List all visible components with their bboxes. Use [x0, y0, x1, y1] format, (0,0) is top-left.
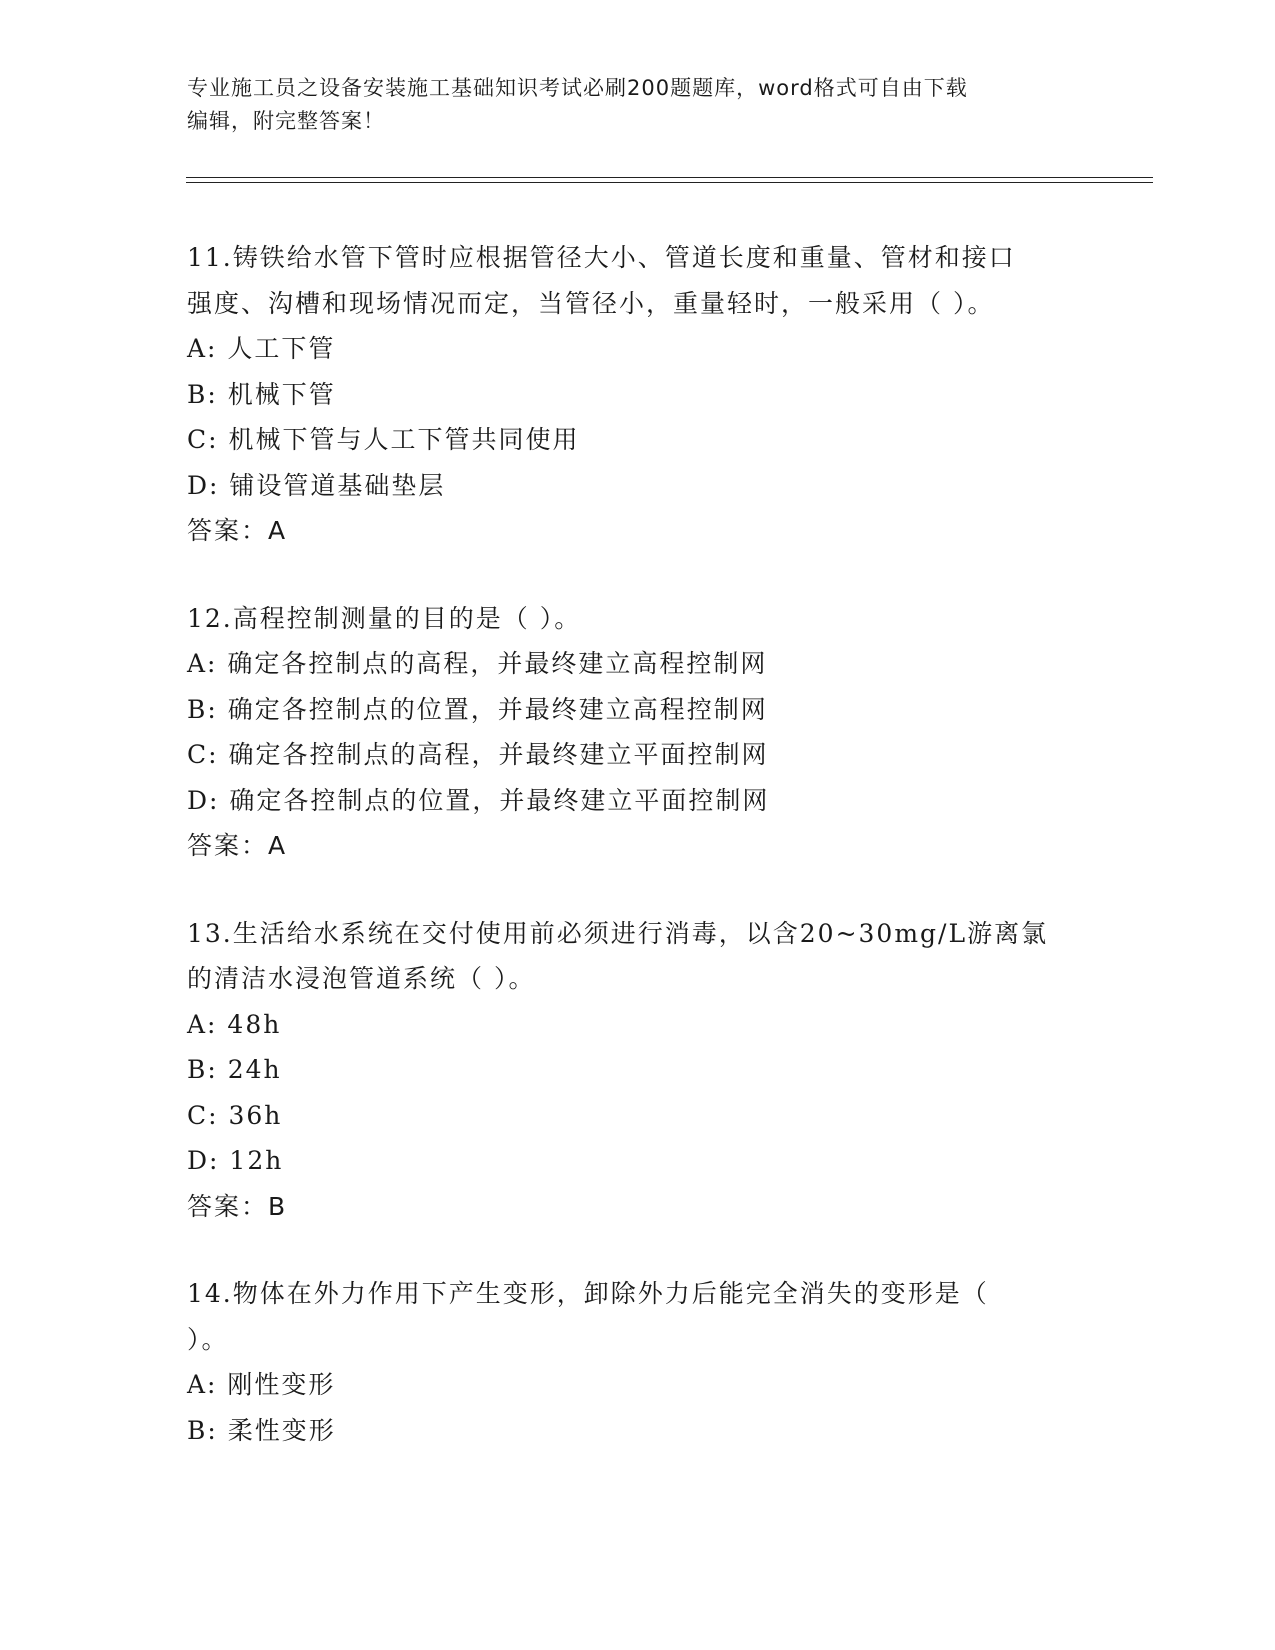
- question-stem-line: 13.生活给水系统在交付使用前必须进行消毒，以含20~30mg/L游离氯: [187, 918, 1049, 948]
- question-stem-line: 的清洁水浸泡管道系统（ ）。: [187, 964, 536, 993]
- question-option: A: 确定各控制点的高程，并最终建立高程控制网: [187, 649, 768, 678]
- question-answer: 答案：A: [187, 516, 288, 545]
- question-answer: 答案：A: [187, 831, 288, 860]
- question-option: B: 确定各控制点的位置，并最终建立高程控制网: [187, 694, 768, 724]
- header-divider-top: [186, 177, 1153, 178]
- question-option: D: 12h: [187, 1146, 284, 1175]
- question-stem-line: ）。: [187, 1324, 229, 1354]
- question-item: [187, 911, 1087, 1230]
- question-option: A: 48h: [187, 1009, 282, 1039]
- header-divider-bottom: [186, 182, 1153, 183]
- question-answer: 答案：B: [187, 1191, 288, 1221]
- question-option: C: 确定各控制点的高程，并最终建立平面控制网: [187, 740, 769, 769]
- question-stem-line: 14.物体在外力作用下产生变形，卸除外力后能完全消失的变形是（: [187, 1279, 989, 1308]
- header-title-line-1: 专业施工员之设备安装施工基础知识考试必刷200题题库，word格式可自由下载: [187, 76, 968, 100]
- question-list: [187, 235, 1087, 1495]
- header-title-line-2: 编辑，附完整答案！: [187, 109, 385, 133]
- question-option: A: 刚性变形: [187, 1370, 336, 1399]
- question-option: D: 铺设管道基础垫层: [187, 470, 446, 500]
- document-header: [187, 72, 1077, 138]
- question-option: C: 36h: [187, 1100, 283, 1130]
- question-item: [187, 235, 1087, 554]
- question-item: [187, 1271, 1087, 1453]
- question-option: B: 柔性变形: [187, 1415, 336, 1445]
- question-option: B: 24h: [187, 1055, 282, 1084]
- question-item: [187, 596, 1087, 869]
- question-option: C: 机械下管与人工下管共同使用: [187, 425, 580, 454]
- question-option: D: 确定各控制点的位置，并最终建立平面控制网: [187, 785, 770, 815]
- question-stem-line: 11.铸铁给水管下管时应根据管径大小、管道长度和重量、管材和接口: [187, 243, 1016, 272]
- question-stem-line: 强度、沟槽和现场情况而定，当管径小，重量轻时，一般采用（ ）。: [187, 288, 995, 318]
- question-option: B: 机械下管: [187, 379, 336, 409]
- question-option: A: 人工下管: [187, 334, 336, 363]
- question-stem-line: 12.高程控制测量的目的是（ ）。: [187, 603, 582, 633]
